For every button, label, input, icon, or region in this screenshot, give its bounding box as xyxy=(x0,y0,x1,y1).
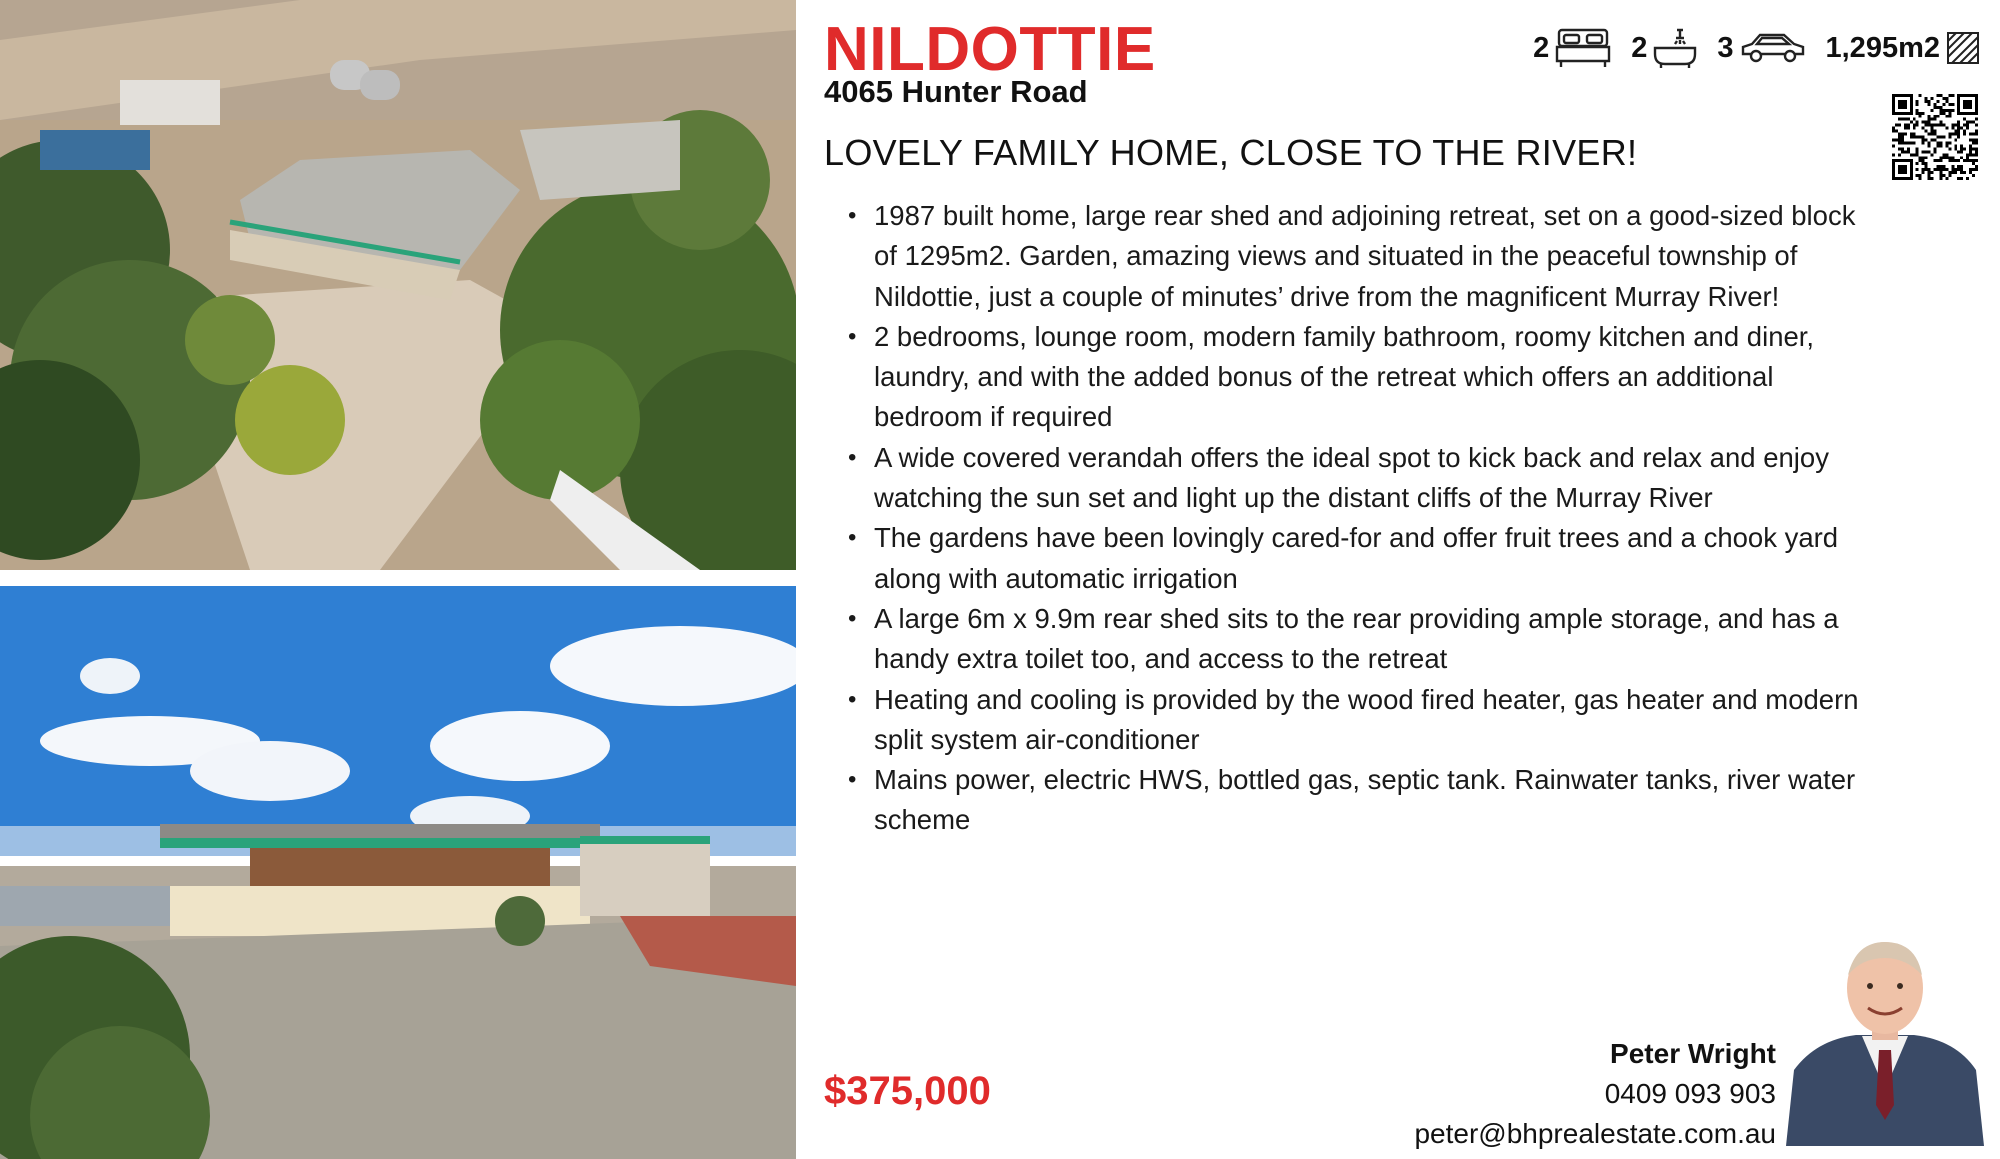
property-features xyxy=(1533,22,1980,74)
agent-phone[interactable]: 0409 093 903 xyxy=(1604,1078,1776,1109)
car-icon xyxy=(1740,30,1806,66)
list-item: • The gardens have been lovingly cared-for and offer fruit trees and a chook yard along with automatic irrigation xyxy=(874,518,1874,599)
agent-name: Peter Wright xyxy=(1610,1038,1776,1069)
front-property-photo xyxy=(0,586,796,1159)
property-address: 4065 Hunter Road xyxy=(824,74,1088,109)
bedroom-count: 2 xyxy=(1533,31,1550,64)
list-item: • Heating and cooling is provided by the wood fired heater, gas heater and modern split system air-conditioner xyxy=(874,680,1874,761)
list-item: • A wide covered verandah offers the ideal spot to kick back and relax and enjoy watching the sun set and light up the distant cliffs of the Murray River xyxy=(874,438,1874,519)
listing-price: $375,000 xyxy=(824,1069,991,1113)
bed-icon xyxy=(1555,27,1611,69)
car-space-count: 3 xyxy=(1717,31,1734,64)
list-item: • A large 6m x 9.9m rear shed sits to the rear providing ample storage, and has a handy extra toilet too, and access to the retreat xyxy=(874,599,1874,680)
agent-photo xyxy=(1786,940,1984,1146)
qr-code[interactable] xyxy=(1892,94,1978,180)
list-item: • 2 bedrooms, lounge room, modern family bathroom, roomy kitchen and diner, laundry, and with the added bonus of the retreat which offers an additional bedroom if required xyxy=(874,317,1874,438)
agent-contact xyxy=(1414,1034,1776,1154)
bathroom-count: 2 xyxy=(1631,31,1648,64)
list-item: • 1987 built home, large rear shed and adjoining retreat, set on a good-sized block of 1295m2. Garden, amazing views and situated in the peaceful township of Nildottie, just a couple of minutes’ drive from the magnificent Murray River! xyxy=(874,196,1874,317)
list-item: • Mains power, electric HWS, bottled gas, septic tank. Rainwater tanks, river water scheme xyxy=(874,760,1874,841)
land-size-icon xyxy=(1946,31,1980,65)
land-size: 1,295m2 xyxy=(1825,31,1940,64)
agent-email[interactable]: peter@bhprealestate.com.au xyxy=(1414,1118,1776,1149)
description-list xyxy=(848,196,1874,841)
bath-icon xyxy=(1653,26,1697,70)
aerial-property-photo xyxy=(0,0,796,570)
suburb-title: NILDOTTIE xyxy=(824,15,1156,84)
listing-headline: LOVELY FAMILY HOME, CLOSE TO THE RIVER! xyxy=(824,132,1638,173)
